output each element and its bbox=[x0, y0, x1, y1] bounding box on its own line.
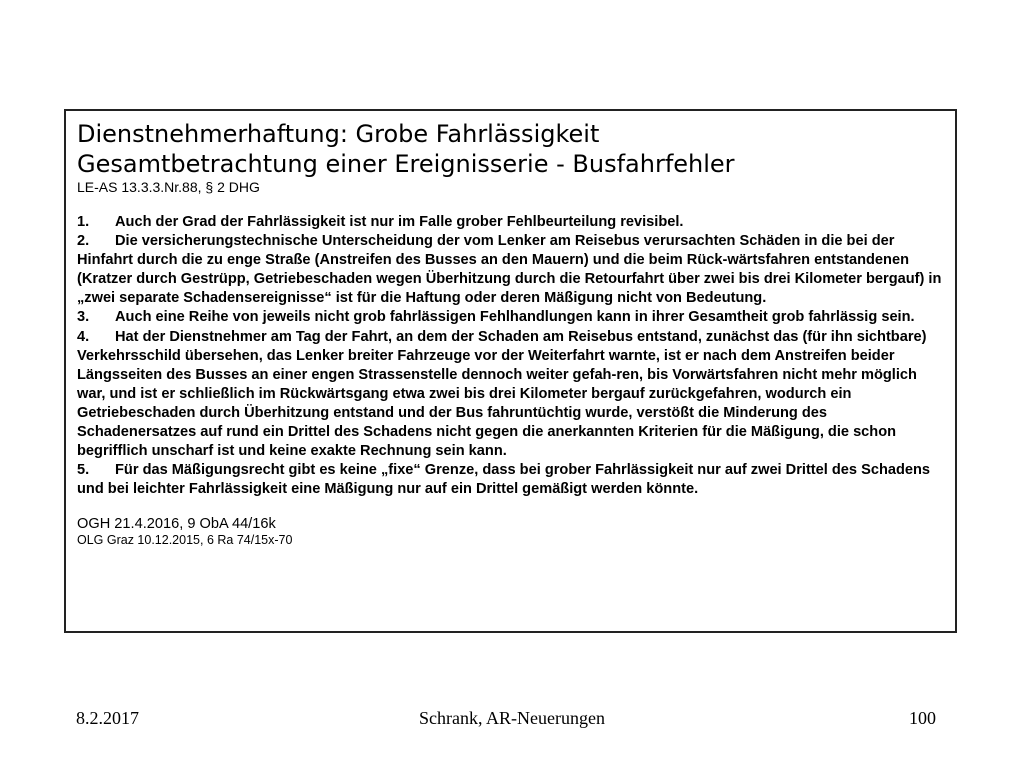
numbered-list bbox=[77, 213, 944, 499]
slide-title-line-2: Gesamtbetrachtung einer Ereignisserie - Busfahrfehler bbox=[77, 150, 735, 178]
content-box bbox=[64, 109, 957, 633]
citation-appeal-court: OLG Graz 10.12.2015, 6 Ra 74/15x-70 bbox=[77, 533, 293, 548]
item-text: Auch der Grad der Fahrlässigkeit ist nur im Falle grober Fehlbeurteilung revisibel. bbox=[115, 214, 684, 230]
item-number: 2. bbox=[77, 233, 90, 250]
footer-page-number: 100 bbox=[909, 708, 936, 728]
legal-reference: LE-AS 13.3.3.Nr.88, § 2 DHG bbox=[77, 179, 260, 195]
item-text: Die versicherungstechnische Unterscheidung der vom Lenker am Reisebus verursachten Schäden in die bei der Hinfahrt durch die zu enge Straße (Anstreifen des Busses an den Mauern) und die beim Rück-wärtsfahren entstandenen (Kratzer durch Gestrüpp, Getriebeschaden wegen Überhitzung durch die Retourfahrt über zwei bis drei Kilometer bergauf) in „zwei separate Schadensereignisse“ ist für die Haftung oder deren Mäßigung nicht von Bedeutung. bbox=[77, 233, 942, 307]
item-text: Hat der Dienstnehmer am Tag der Fahrt, an dem der Schaden am Reisebus entstand, zunächst das (für ihn sichtbare) Verkehrsschild übersehen, das Lenker breiter Fahrzeuge vor der Weiterfahrt warnte, ist er nach dem Anstreifen beider Längsseiten des Busses an einer engen Strassenstelle dennoch weiter gefah-ren, bis Vorwärtsfahren nicht mehr möglich war, und ist er schließlich im Rückwärtsgang etwa zwei bis drei Kilometer bergauf zurückgefahren, wodurch ein Getriebeschaden durch Überhitzung entstand und der Bus fahruntüchtig wurde, verstößt die Minderung des Schadenersatzes auf rund ein Drittel des Schadens nicht gegen die anerkannten Kriterien für die Mäßigung, die schon begrifflich unscharf ist und keine exakte Rechnung sein kann. bbox=[77, 328, 927, 460]
list-item bbox=[77, 213, 944, 232]
slide-title-line-1: Dienstnehmerhaftung: Grobe Fahrlässigkeit bbox=[77, 120, 600, 148]
footer-date: 8.2.2017 bbox=[76, 708, 139, 728]
list-item bbox=[77, 461, 944, 499]
item-number: 5. bbox=[77, 462, 90, 479]
list-item bbox=[77, 328, 944, 462]
list-item bbox=[77, 308, 944, 327]
item-number: 1. bbox=[77, 214, 90, 230]
item-text: Für das Mäßigungsrecht gibt es keine „fixe“ Grenze, dass bei grober Fahrlässigkeit nur auf zwei Drittel des Schadens und bei leichter Fahrlässigkeit eine Mäßigung nur auf ein Drittel gemäßigt werden könnte. bbox=[77, 462, 931, 498]
item-text: Auch eine Reihe von jeweils nicht grob fahrlässigen Fehlhandlungen kann in ihrer Gesamtheit grob fahrlässig sein. bbox=[115, 309, 915, 326]
footer-author: Schrank, AR-Neuerungen bbox=[419, 708, 605, 728]
list-item bbox=[77, 232, 944, 308]
item-number: 3. bbox=[77, 309, 90, 326]
item-number: 4. bbox=[77, 328, 90, 345]
citation-supreme-court: OGH 21.4.2016, 9 ObA 44/16k bbox=[77, 516, 276, 533]
